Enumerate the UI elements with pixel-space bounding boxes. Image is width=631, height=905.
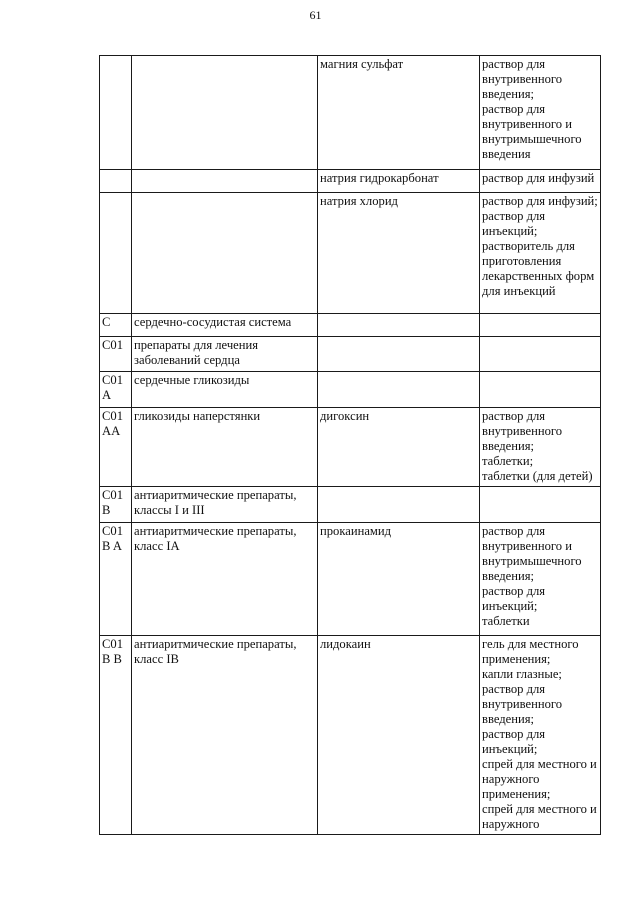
table-row (100, 487, 601, 523)
dosage-form: таблетки; (482, 454, 534, 468)
pharmacological-group-cell: антиаритмические препараты, класс IA (132, 523, 318, 636)
drug-name-cell: прокаинамид (318, 523, 480, 636)
dosage-forms-cell (480, 408, 601, 487)
drug-name-cell (318, 372, 480, 408)
pharmacological-group-cell: сердечно-сосудистая система (132, 314, 318, 337)
table-row (100, 523, 601, 636)
dosage-forms-cell (480, 337, 601, 372)
pharmacological-group-cell (132, 56, 318, 170)
drug-name-cell: лидокаин (318, 636, 480, 835)
pharmacological-group-cell: антиаритмические препараты, класс IB (132, 636, 318, 835)
atc-code-cell (100, 170, 132, 193)
atc-code-cell: C01 AA (100, 408, 132, 487)
dosage-form: раствор для внутривенного введения; (482, 409, 563, 453)
dosage-form: таблетки (482, 614, 530, 628)
dosage-forms-cell (480, 56, 601, 170)
atc-code-cell: C01B B (100, 636, 132, 835)
dosage-form: раствор для инъекций; (482, 584, 546, 613)
pharmacological-group-cell: сердечные гликозиды (132, 372, 318, 408)
drug-name-cell: натрия гидрокарбонат (318, 170, 480, 193)
dosage-forms-cell (480, 170, 601, 193)
drug-table (99, 55, 601, 835)
pharmacological-group-cell (132, 193, 318, 314)
dosage-form: капли глазные; (482, 667, 562, 681)
dosage-form: раствор для внутривенного и внутримышечного введения; (482, 524, 582, 583)
atc-code-cell: C01 A (100, 372, 132, 408)
table-row (100, 337, 601, 372)
atc-code-cell: C (100, 314, 132, 337)
dosage-form: раствор для инфузий (482, 171, 595, 185)
dosage-form: раствор для инъекций; (482, 209, 546, 238)
atc-code-cell: C01B (100, 487, 132, 523)
pharmacological-group-cell (132, 170, 318, 193)
drug-name-cell: дигоксин (318, 408, 480, 487)
pharmacological-group-cell: препараты для лечения заболеваний сердца (132, 337, 318, 372)
atc-code-cell (100, 56, 132, 170)
drug-name-cell: натрия хлорид (318, 193, 480, 314)
drug-name-cell (318, 487, 480, 523)
dosage-form: гель для местного применения; (482, 637, 579, 666)
dosage-form: растворитель для приготовления лекарственных форм для инъекций (482, 239, 595, 298)
pharmacological-group-cell: антиаритмические препараты, классы I и III (132, 487, 318, 523)
dosage-form: раствор для внутривенного введения; (482, 682, 563, 726)
atc-code-cell: C01B A (100, 523, 132, 636)
pharmacological-group-cell: гликозиды наперстянки (132, 408, 318, 487)
atc-code-cell (100, 193, 132, 314)
dosage-forms-cell (480, 193, 601, 314)
dosage-form: спрей для местного и наружного (482, 802, 597, 831)
drug-name-cell (318, 337, 480, 372)
dosage-forms-cell (480, 314, 601, 337)
dosage-forms-cell (480, 523, 601, 636)
table-row (100, 372, 601, 408)
table-row (100, 408, 601, 487)
atc-code-cell: C01 (100, 337, 132, 372)
page-number: 61 (309, 8, 322, 22)
drug-name-cell (318, 314, 480, 337)
dosage-form: раствор для внутривенного введения; (482, 57, 563, 101)
dosage-forms-cell (480, 372, 601, 408)
dosage-form: раствор для инфузий; (482, 194, 598, 208)
dosage-forms-cell (480, 636, 601, 835)
table-row (100, 193, 601, 314)
dosage-form: раствор для внутривенного и внутримышечного введения (482, 102, 582, 161)
table-body (100, 56, 601, 835)
drug-name-cell: магния сульфат (318, 56, 480, 170)
table-row (100, 636, 601, 835)
dosage-form: таблетки (для детей) (482, 469, 593, 483)
table-row (100, 314, 601, 337)
dosage-forms-cell (480, 487, 601, 523)
dosage-form: спрей для местного и наружного применения; (482, 757, 597, 801)
dosage-form: раствор для инъекций; (482, 727, 546, 756)
table-row (100, 56, 601, 170)
table-row (100, 170, 601, 193)
